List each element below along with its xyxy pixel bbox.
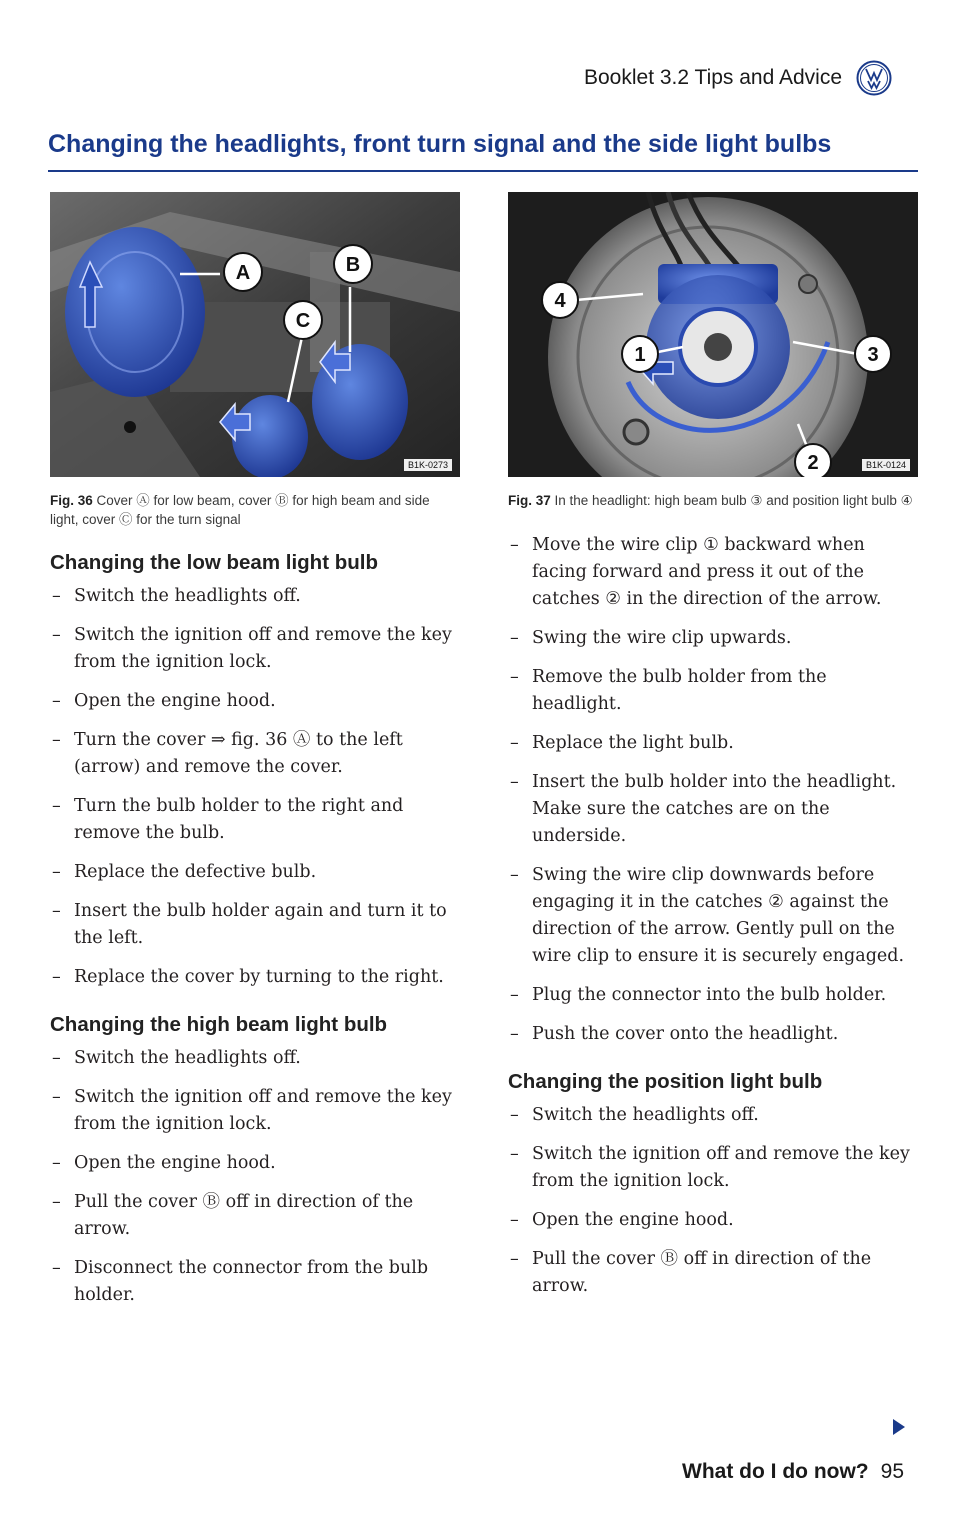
headlight-covers-illustration xyxy=(50,192,460,477)
figure-36-caption-text: Cover Ⓐ for low beam, cover Ⓑ for high beam and side light, cover Ⓒ for the turn signal xyxy=(50,493,430,527)
list-item: – Switch the headlights off. xyxy=(50,583,460,610)
high-beam-steps-part2 xyxy=(508,532,918,1048)
figure-37 xyxy=(508,192,918,477)
list-item: – Push the cover onto the headlight. xyxy=(508,1021,918,1048)
list-item: – Switch the ignition off and remove the key from the ignition lock. xyxy=(50,1084,460,1138)
page-number: 95 xyxy=(880,1460,904,1483)
figure-code: B1K-0124 xyxy=(862,459,910,471)
list-item: – Switch the headlights off. xyxy=(508,1102,918,1129)
continue-arrow-icon xyxy=(893,1419,905,1435)
list-item: – Turn the cover ⇒ fig. 36 Ⓐ to the left (arrow) and remove the cover. xyxy=(50,727,460,781)
headlight-bulb-holder-illustration xyxy=(508,192,918,477)
booklet-title: Booklet 3.2 Tips and Advice xyxy=(584,66,842,89)
list-item: – Insert the bulb holder again and turn it to the left. xyxy=(50,898,460,952)
heading-position-light: Changing the position light bulb xyxy=(508,1070,823,1093)
list-item: – Replace the cover by turning to the right. xyxy=(50,964,460,991)
page-footer xyxy=(682,1460,904,1484)
list-item: – Insert the bulb holder into the headlight. Make sure the catches are on the underside. xyxy=(508,769,918,850)
title-divider xyxy=(48,170,918,172)
callout-a-label: A xyxy=(235,262,251,284)
page-header xyxy=(584,60,892,96)
callout-c-label: C xyxy=(295,310,311,332)
figure-37-caption xyxy=(508,491,918,510)
page-title: Changing the headlights, front turn signal and the side light bulbs xyxy=(48,130,832,158)
figure-37-caption-text: In the headlight: high beam bulb ③ and position light bulb ④ xyxy=(554,493,913,508)
list-item: – Pull the cover Ⓑ off in direction of the arrow. xyxy=(50,1189,460,1243)
figure-36-caption xyxy=(50,491,460,529)
list-item: – Replace the light bulb. xyxy=(508,730,918,757)
list-item: – Open the engine hood. xyxy=(50,1150,460,1177)
heading-low-beam: Changing the low beam light bulb xyxy=(50,551,378,574)
heading-high-beam: Changing the high beam light bulb xyxy=(50,1013,388,1036)
list-item: – Switch the ignition off and remove the key from the ignition lock. xyxy=(508,1141,918,1195)
list-item: – Replace the defective bulb. xyxy=(50,859,460,886)
list-item: – Swing the wire clip downwards before engaging it in the catches ② against the direction of the arrow. Gently pull on the wire clip to ensure it is securely engaged. xyxy=(508,862,918,970)
footer-section-title: What do I do now? xyxy=(682,1460,869,1483)
figure-37-label: Fig. 37 xyxy=(508,493,551,508)
list-item: – Remove the bulb holder from the headlight. xyxy=(508,664,918,718)
list-item: – Switch the headlights off. xyxy=(50,1045,460,1072)
list-item: – Swing the wire clip upwards. xyxy=(508,625,918,652)
high-beam-steps-part1 xyxy=(50,1045,460,1309)
low-beam-steps xyxy=(50,583,460,991)
figure-code: B1K-0273 xyxy=(404,459,452,471)
list-item: – Disconnect the connector from the bulb holder. xyxy=(50,1255,460,1309)
callout-b-label: B xyxy=(345,254,361,276)
list-item: – Open the engine hood. xyxy=(508,1207,918,1234)
callout-2-label: 2 xyxy=(807,452,819,474)
list-item: – Turn the bulb holder to the right and remove the bulb. xyxy=(50,793,460,847)
callout-3-label: 3 xyxy=(867,344,879,366)
figure-36-label: Fig. 36 xyxy=(50,493,93,508)
list-item: – Open the engine hood. xyxy=(50,688,460,715)
figure-36 xyxy=(50,192,460,477)
list-item: – Move the wire clip ① backward when facing forward and press it out of the catches ② in the direction of the arrow. xyxy=(508,532,918,613)
right-column xyxy=(508,192,918,1312)
list-item: – Plug the connector into the bulb holder. xyxy=(508,982,918,1009)
vw-logo-icon xyxy=(856,60,892,96)
callout-4-label: 4 xyxy=(554,290,566,312)
list-item: – Switch the ignition off and remove the key from the ignition lock. xyxy=(50,622,460,676)
position-light-steps xyxy=(508,1102,918,1300)
left-column xyxy=(50,192,460,1321)
list-item: – Pull the cover Ⓑ off in direction of the arrow. xyxy=(508,1246,918,1300)
callout-1-label: 1 xyxy=(634,344,646,366)
